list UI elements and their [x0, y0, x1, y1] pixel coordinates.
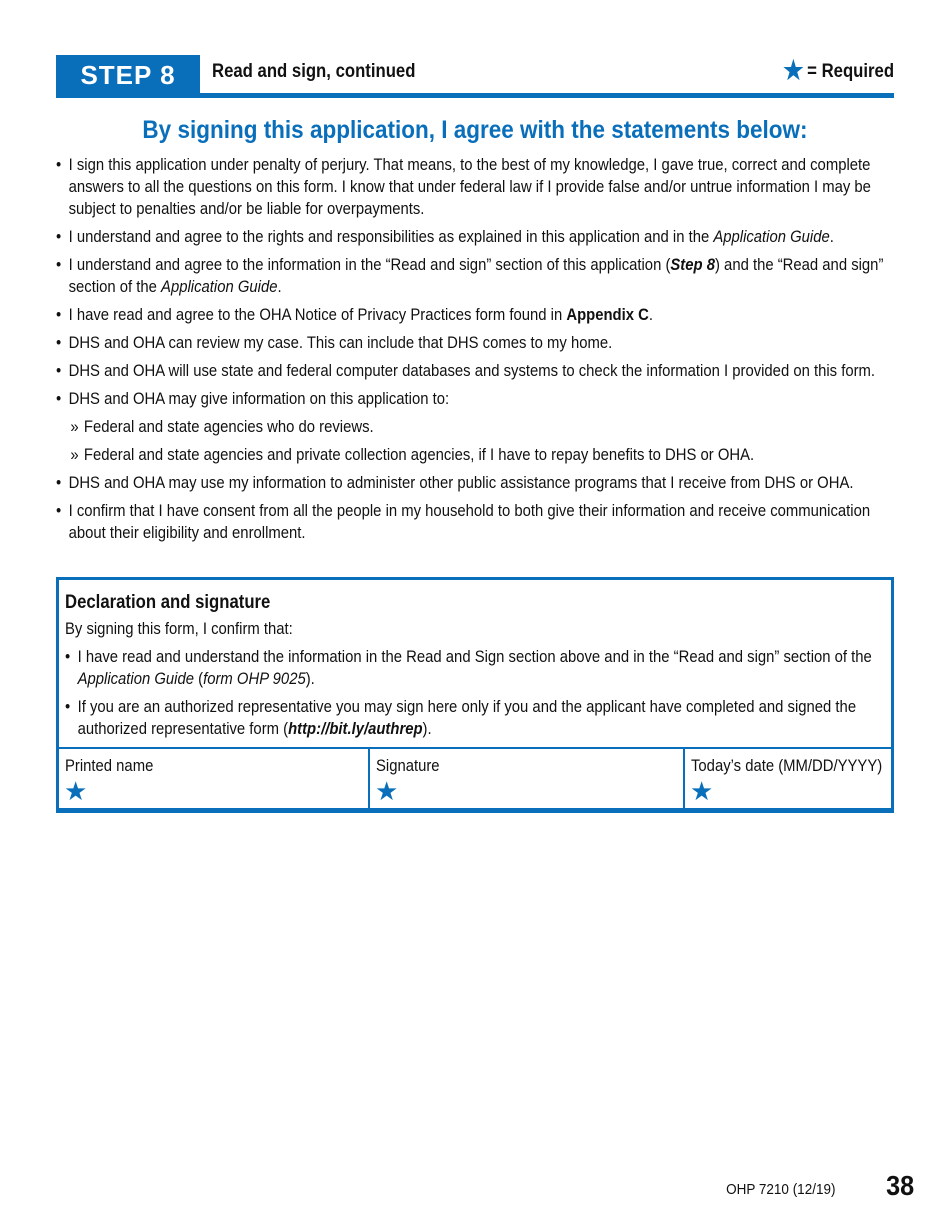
signature-field[interactable]: [368, 749, 683, 810]
page-number: 38: [885, 1170, 914, 1201]
star-icon: ★: [783, 55, 804, 85]
printed-name-field[interactable]: [59, 749, 368, 810]
statement-share-sub-collections: » Federal and state agencies and private collection agencies, if I have to repay benefits to DHS or OHA.: [56, 444, 905, 466]
printed-name-label: Printed name: [65, 757, 154, 775]
step-title: Read and sign, continued: [212, 61, 416, 82]
declaration-read-understand: • I have read and understand the information in the Read and Sign section above and in the “Read and sign” section of the Application Guide (form OHP 9025).: [65, 646, 906, 690]
statement-privacy: • I have read and agree to the OHA Notice of Privacy Practices form found in Appendix C.: [56, 304, 906, 326]
statement-rights: • I understand and agree to the rights and responsibilities as explained in this application and in the Application Guide.: [56, 226, 906, 248]
form-id: OHP 7210 (12/19): [725, 1181, 835, 1198]
required-legend: [783, 57, 894, 85]
statement-consent: • I confirm that I have consent from all the people in my household to both give their information and receive communication about their eligibility and enrollment.: [56, 500, 906, 544]
required-legend-text: = Required: [807, 61, 894, 82]
required-star-icon: ★: [690, 776, 714, 806]
authrep-link[interactable]: http://bit.ly/authrep: [288, 720, 423, 738]
statement-perjury: • I sign this application under penalty of perjury. That means, to the best of my knowledge, I gave true, correct and complete answers to all the questions on this form. I know that under federal law if I provide false and/or untrue information I may be subject to penalties and/or be liable for overpayments.: [56, 154, 906, 220]
declaration-box: [56, 577, 894, 813]
statement-share-info: • DHS and OHA may give information on this application to:: [56, 388, 906, 410]
step-label: STEP 8: [56, 55, 200, 95]
declaration-authorized-rep: • If you are an authorized representative you may sign here only if you and the applicant have completed and signed the authorized representative form (http://bit.ly/authrep).: [65, 696, 906, 740]
declaration-intro: By signing this form, I confirm that:: [65, 620, 293, 638]
statement-review: • DHS and OHA can review my case. This can include that DHS comes to my home.: [56, 332, 906, 354]
required-star-icon: ★: [64, 776, 88, 806]
step-header: [56, 55, 894, 98]
statement-databases: • DHS and OHA will use state and federal computer databases and systems to check the information I provided on this form.: [56, 360, 906, 382]
statements-list: [56, 154, 901, 550]
declaration-list: [65, 646, 900, 746]
page-title: By signing this application, I agree with the statements below:: [142, 116, 808, 144]
signature-row: [59, 747, 891, 810]
date-label: Today’s date (MM/DD/YYYY): [691, 757, 883, 775]
statement-other-programs: • DHS and OHA may use my information to administer other public assistance programs that I receive from DHS or OHA.: [56, 472, 906, 494]
date-field[interactable]: [683, 749, 891, 810]
statement-read-and-sign: • I understand and agree to the information in the “Read and sign” section of this application (Step 8) and the “Read and sign” section of the Application Guide.: [56, 254, 906, 298]
signature-label: Signature: [376, 757, 440, 775]
statement-share-sub-reviews: » Federal and state agencies who do reviews.: [56, 416, 905, 438]
required-star-icon: ★: [375, 776, 399, 806]
declaration-title: Declaration and signature: [65, 592, 271, 613]
